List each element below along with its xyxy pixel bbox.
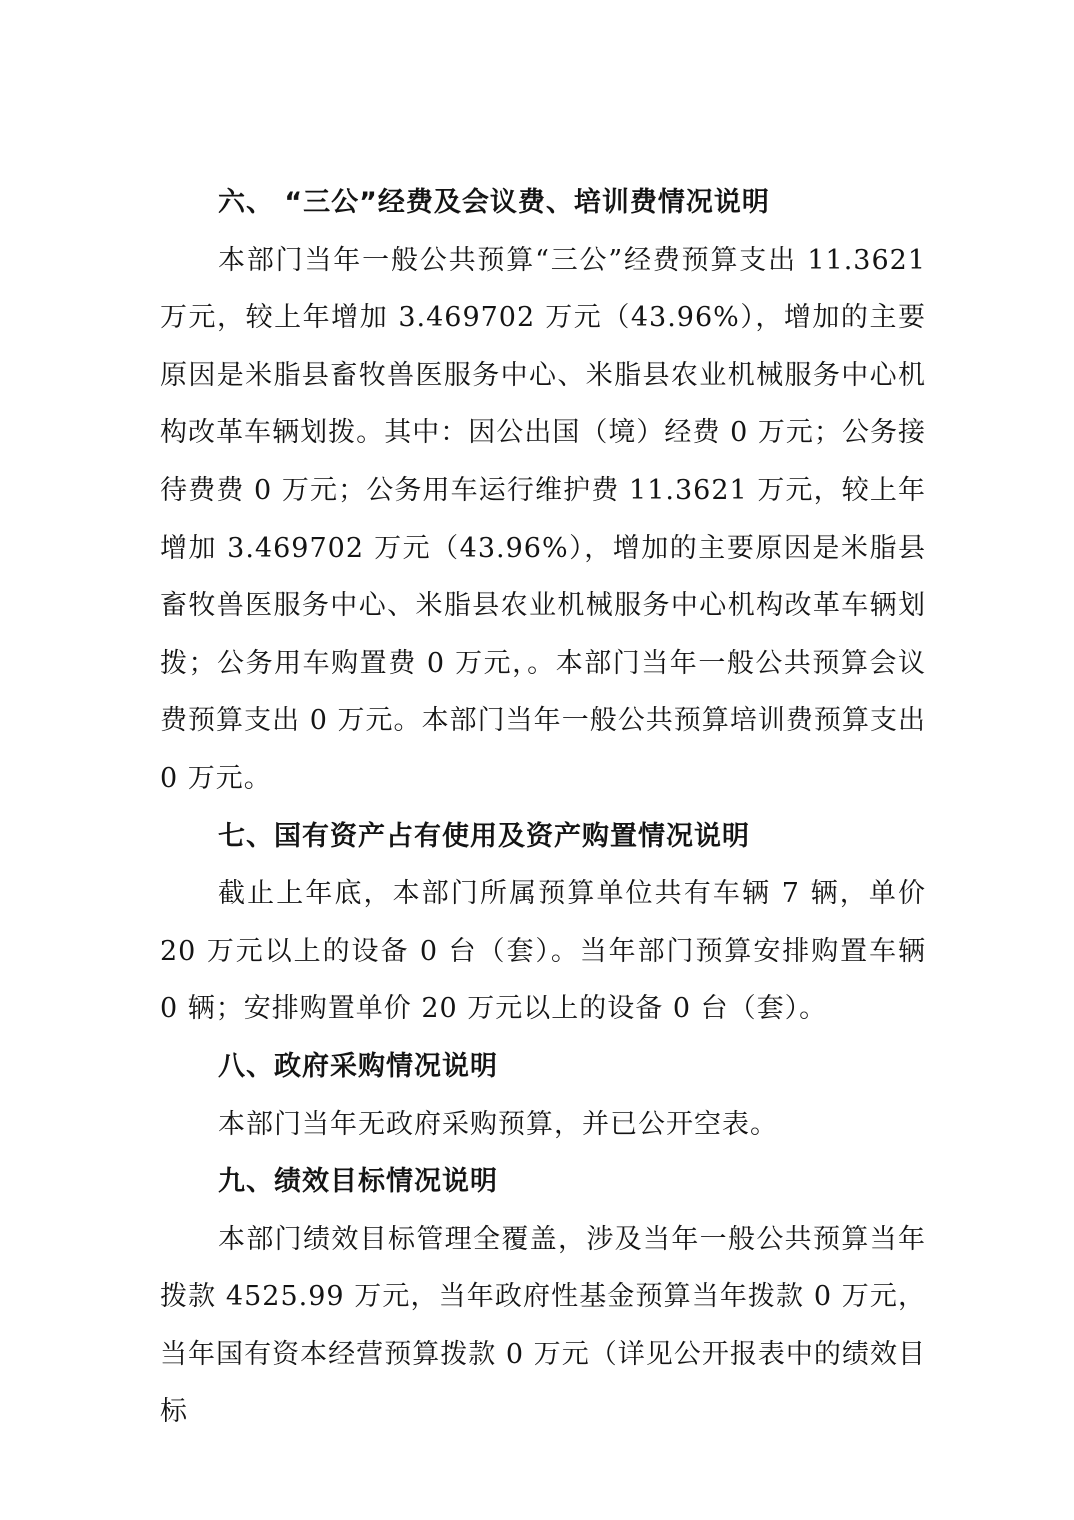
section-heading-eight: 八、政府采购情况说明 [218,1050,498,1082]
section-paragraph-nine: 本部门绩效目标管理全覆盖，涉及当年一般公共预算当年拨款 4525.99 万元，当年政府性基金预算当年拨款 0 万元，当年国有资本经营预算拨款 0 万元（详见公开报表中的绩效目标 [160,1223,926,1428]
document-body [160,174,926,1441]
section-heading-nine: 九、绩效目标情况说明 [218,1166,498,1198]
section-paragraph-seven: 截止上年底，本部门所属预算单位共有车辆 7 辆，单价 20 万元以上的设备 0 台（套）。当年部门预算安排购置车辆 0 辆；安排购置单价 20 万元以上的设备 0 台（套）。 [160,878,926,1025]
section-paragraph-eight: 本部门当年无政府采购预算，并已公开空表。 [218,1108,778,1140]
section-heading-six: 六、 “三公”经费及会议费、培训费情况说明 [218,187,770,218]
section-heading-seven: 七、国有资产占有使用及资产购置情况说明 [218,820,750,852]
section-paragraph-six: 本部门当年一般公共预算“三公”经费预算支出 11.3621 万元，较上年增加 3.469702 万元（43.96%），增加的主要原因是米脂县畜牧兽医服务中心、米脂县农业机械服务中心机构改革车辆划拨。其中：因公出国（境）经费 0 万元；公务接待费费 0 万元；公务用车运行维护费 11.3621 万元，较上年增加 3.469702 万元（43.96%），增加的主要原因是米脂县畜牧兽医服务中心、米脂县农业机械服务中心机构改革车辆划拨；公务用车购置费 0 万元，。本部门当年一般公共预算会议费预算支出 0 万元。本部门当年一般公共预算培训费预算支出 0 万元。 [160,244,926,794]
